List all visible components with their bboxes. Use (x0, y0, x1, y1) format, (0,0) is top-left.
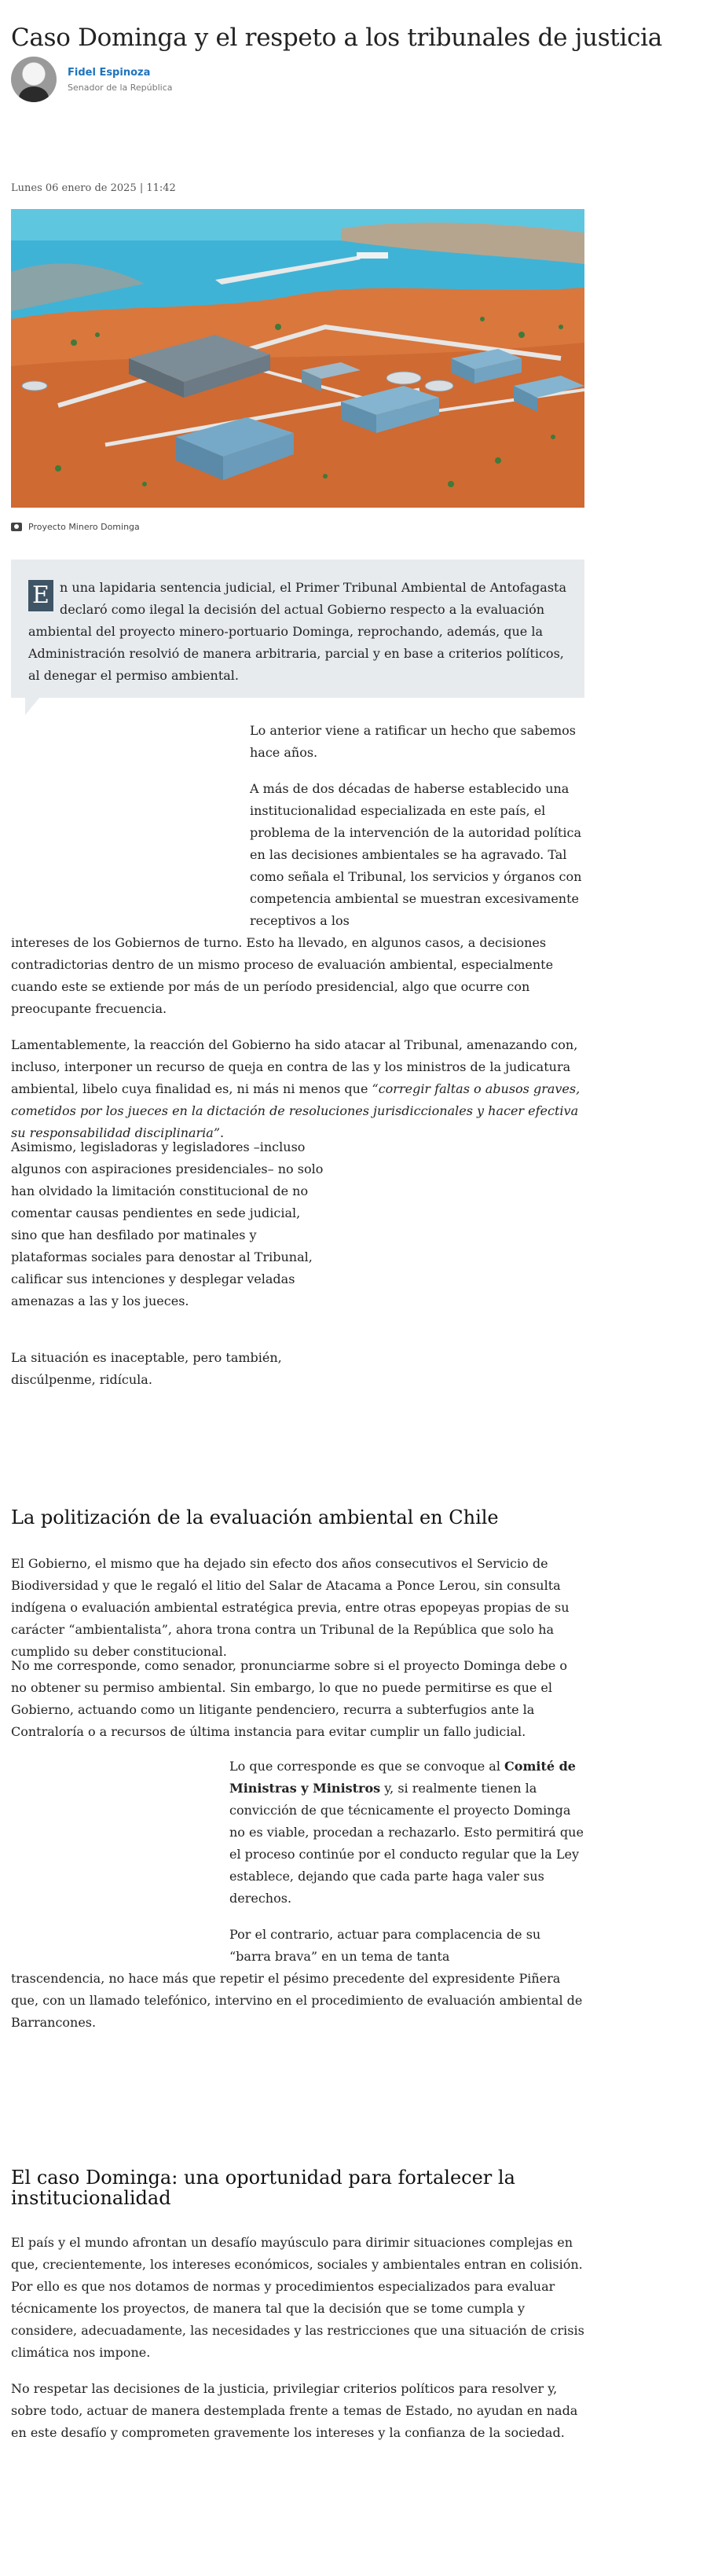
paragraph-2-right: A más de dos décadas de haberse establecido una institucionalidad especializada en este país, el problema de la intervención de la autoridad política en las decisiones ambientales se ha agravado. Tal como señala el Tribunal, los servicios y órganos con competencia ambiental se muestran excesivamente receptivos a los (250, 781, 582, 928)
paragraph-8-end: y, si realmente tienen la convicción de que técnicamente el proyecto Dominga no es viable, procedan a rechazarlo. Esto permitirá que el proceso continúe por el conducto regular que la Ley establece, dejando que cada parte haga valer sus derechos. (229, 1781, 584, 1906)
paragraph-7: No me corresponde, como senador, pronunciarme sobre si el proyecto Dominga debe o no obtener su permiso ambiental. Sin embargo, lo que no puede permitirse es que el Gobierno, actuando como un litigante pendenciero, recurra a subterfugios ante la Contraloría o a recursos de última instancia para evitar cumplir un fallo judicial. (11, 1658, 568, 1739)
paragraph-8-text: Lo que corresponde es que se convoque al (229, 1759, 505, 1774)
publish-date: Lunes 06 enero de 2025 | 11:42 (11, 182, 176, 194)
lead-quote-box (11, 560, 584, 698)
paragraph-10: El país y el mundo afrontan un desafío mayúsculo para dirimir situaciones complejas en que, crecientemente, los intereses económicos, sociales y ambientales entran en colisión. Por ello es que nos dotamos de normas y procedimientos especializados para evaluar técnicamente los proyectos, de manera tal que la decisión que se tome cumpla y considere, adecuadamente, las necesidades y las restricciones que una situación de crisis climática nos impone. (11, 2235, 584, 2360)
paragraph-3-end: . (220, 1125, 225, 1140)
hero-image (11, 209, 584, 508)
paragraph-3-text: Lamentablemente, la reacción del Gobierno ha sido atacar al Tribunal, amenazando con, incluso, interponer un recurso de queja en contra de las y los ministros de la judicatura ambiental, libelo cuya finalidad es, ni más ni menos que (11, 1037, 578, 1096)
paragraph-9-continued: trascendencia, no hace más que repetir el pésimo precedente del expresidente Piñera que, con un llamado telefónico, intervino en el procedimiento de evaluación ambiental de Barrancones. (11, 1971, 583, 2030)
paragraph-5: La situación es inaceptable, pero también, discúlpenme, ridícula. (11, 1350, 282, 1387)
paragraph-1: Lo anterior viene a ratificar un hecho que sabemos hace años. (250, 723, 576, 760)
image-caption (11, 522, 140, 532)
dropcap-letter: E (28, 580, 53, 611)
paragraph-3 (11, 1034, 584, 1144)
article-title: Caso Dominga y el respeto a los tribunales de justicia (11, 24, 662, 52)
section-heading-1: La politización de la evaluación ambiental en Chile (11, 1506, 499, 1528)
mine-illustration (11, 209, 584, 508)
paragraph-8 (229, 1756, 584, 1910)
section-heading-2: El caso Dominga: una oportunidad para fortalecer la institucionalidad (11, 2167, 515, 2209)
lead-paragraph: n una lapidaria sentencia judicial, el Primer Tribunal Ambiental de Antofagasta declaró como ilegal la decisión del actual Gobierno respecto a la evaluación ambiental del proyecto minero-portuario Dominga, reprochando, además, que la Administración resolvió de manera arbitraria, parcial y en base a criterios políticos, al denegar el permiso ambiental. (28, 580, 567, 683)
camera-icon (11, 523, 22, 531)
author-avatar[interactable] (11, 57, 57, 102)
paragraph-11: No respetar las decisiones de la justicia, privilegiar criterios políticos para resolver y, sobre todo, actuar de manera destemplada frente a temas de Estado, no ayudan en nada en este desafío y comprometen gravemente los intereses y la confianza de la sociedad. (11, 2381, 578, 2440)
author-block (11, 57, 173, 102)
paragraph-9-right: Por el contrario, actuar para complacencia de su “barra brava” en un tema de tanta (229, 1927, 541, 1964)
paragraph-3-quote: “corregir faltas o abusos graves, cometidos por los jueces en la dictación de resoluciones jurisdiccionales y hacer efectiva su responsabilidad disciplinaria” (11, 1081, 581, 1140)
author-role: Senador de la República (68, 82, 173, 93)
image-caption-text: Proyecto Minero Dominga (28, 522, 140, 532)
committee-name: Comité de Ministras y Ministros (229, 1759, 576, 1796)
author-info (68, 67, 173, 93)
author-name-link[interactable]: Fidel Espinoza (68, 66, 151, 79)
paragraph-4: Asimismo, legisladoras y legisladores –incluso algunos con aspiraciones presidenciales– no solo han olvidado la limitación constitucional de no comentar causas pendientes en sede judicial, sino que han desfilado por matinales y plataformas sociales para denostar al Tribunal, calificar sus intenciones y desplegar veladas amenazas a las y los jueces. (11, 1139, 324, 1308)
paragraph-2-continued: intereses de los Gobiernos de turno. Esto ha llevado, en algunos casos, a decisiones contradictorias dentro de un mismo proceso de evaluación ambiental, especialmente cuando este se extiende por más de un período presidencial, algo que ocurre con preocupante frecuencia. (11, 935, 554, 1016)
paragraph-6: El Gobierno, el mismo que ha dejado sin efecto dos años consecutivos el Servicio de Biodiversidad y que le regaló el litio del Salar de Atacama a Ponce Lerou, sin consulta indígena o evaluación ambiental estratégica previa, entre otras epopeyas propias de su carácter “ambientalista”, ahora trona contra un Tribunal de la República que solo ha cumplido su deber constitucional. (11, 1556, 570, 1659)
